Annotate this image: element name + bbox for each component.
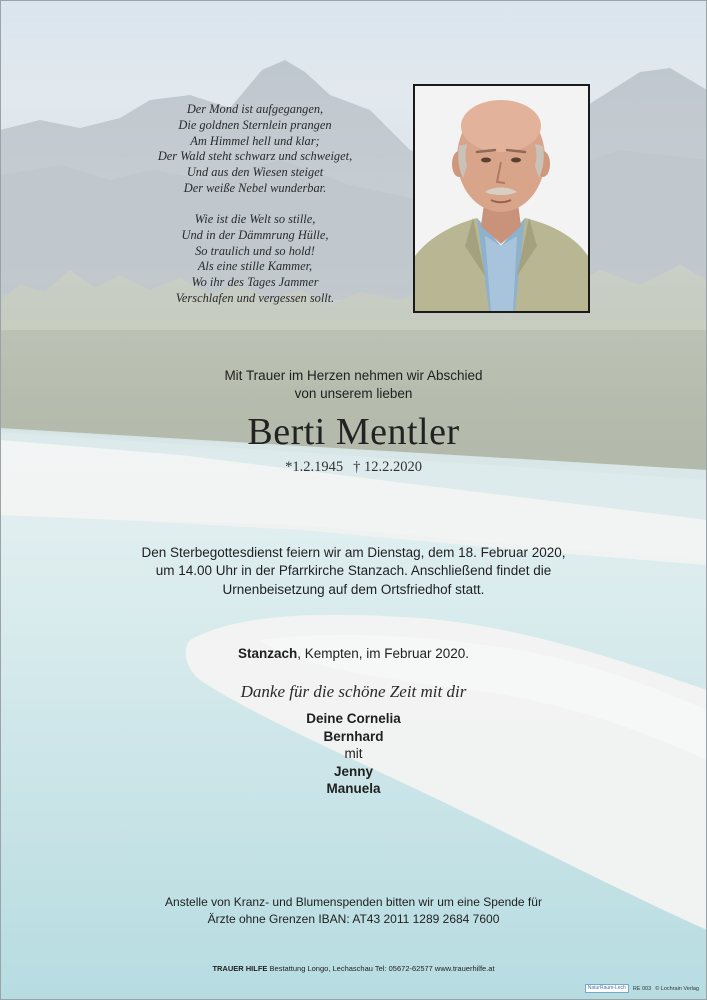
service-line: Den Sterbegottesdienst feiern wir am Dienstag, dem 18. Februar 2020, (141, 545, 566, 560)
poem-line: Die goldnen Sternlein prangen (178, 117, 332, 132)
service-line: um 14.00 Uhr in der Pfarrkirche Stanzach. Anschließend findet die (155, 563, 552, 579)
family-connector: mit (344, 746, 363, 761)
poem-line: Verschlafen und vergessen sollt. (175, 290, 335, 305)
donation-request (0, 894, 707, 927)
poem-stanza-2 (120, 212, 390, 307)
design-code: RE 003 (632, 985, 652, 992)
poem-line: Der Mond ist aufgegangen, (186, 102, 324, 116)
family-line: Deine Cornelia (306, 711, 401, 726)
footer-text: Bestattung Longo, Lechaschau Tel: 05672-62577 www.trauerhilfe.at (267, 964, 495, 973)
donation-line: Anstelle von Kranz- und Blumenspenden bitten wir um eine Spende für (165, 895, 542, 909)
death-date: † 12.2.2020 (353, 459, 422, 475)
poem-stanza-1 (120, 102, 390, 197)
footer-imprint (0, 964, 707, 973)
thanks-line: Danke für die schöne Zeit mit dir (240, 682, 467, 701)
publisher-credit: © Lochrain Verlag (655, 985, 699, 992)
footer-brand: TRAUER HILFE (212, 964, 268, 973)
poem-line: Als eine stille Kammer, (197, 259, 313, 274)
family-name: Jenny (333, 763, 374, 779)
poem-line: Der Wald steht schwarz und schweiget, (157, 149, 353, 164)
poem-line: So traulich und so hold! (195, 243, 315, 258)
service-line: Urnenbeisetzung auf dem Ortsfriedhof statt. (222, 581, 485, 597)
corner-credits (585, 984, 699, 993)
donation-line: Ärzte ohne Grenzen IBAN: AT43 2011 1289 2684 7600 (207, 911, 500, 926)
poem-line: Und aus den Wiesen steiget (186, 165, 324, 180)
family-line: Manuela (326, 781, 381, 796)
poem-line: Und in der Dämmrung Hülle, (181, 227, 329, 242)
portrait-illustration (415, 86, 588, 311)
poem-line: Der weiße Nebel wunderbar. (183, 180, 327, 195)
place-date-line (0, 646, 707, 661)
family-line (0, 728, 707, 781)
portrait-photo (413, 84, 590, 313)
intro-line: Mit Trauer im Herzen nehmen wir Abschied (224, 368, 483, 383)
family-name: Bernhard (323, 728, 384, 744)
deceased-name: Berti Mentler (247, 411, 460, 453)
poem-line: Wo ihr des Tages Jammer (191, 275, 319, 290)
place-town: Stanzach (237, 646, 298, 661)
life-dates (0, 459, 707, 476)
intro-text (0, 367, 707, 403)
service-announcement (0, 544, 707, 599)
birth-date: *1.2.1945 (285, 459, 344, 475)
poem-line: Am Himmel hell und klar; (190, 133, 320, 148)
poem-line: Wie ist die Welt so stille, (194, 212, 316, 226)
place-rest: , Kempten, im Februar 2020. (297, 646, 470, 661)
intro-line: von unserem lieben (294, 386, 413, 401)
family-signatures (0, 710, 707, 798)
naturraum-badge: NaturRaum-Lech (585, 984, 629, 993)
